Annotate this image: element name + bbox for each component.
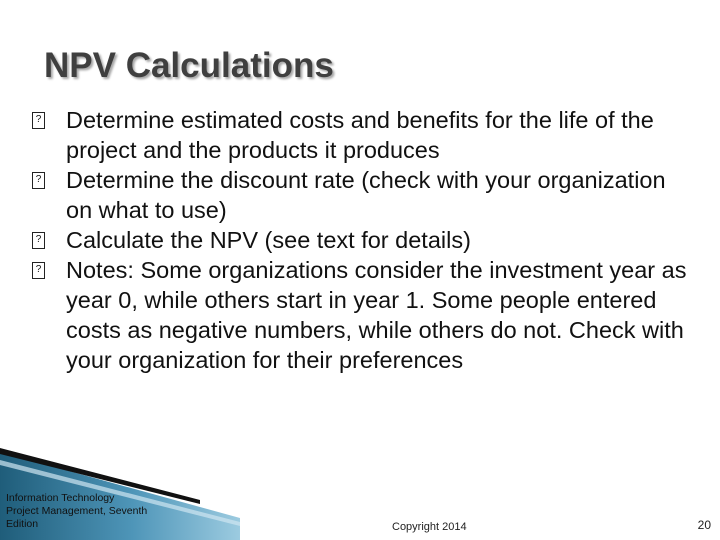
bullet-item — [32, 255, 697, 375]
bullet-text: Determine the discount rate (check with your organization on what to use) — [66, 167, 666, 223]
footer-book-line: Edition — [6, 518, 39, 530]
footer-book-title — [6, 492, 196, 531]
bullet-box-icon: ? — [32, 232, 45, 249]
bullet-item — [32, 105, 697, 165]
page-number: 20 — [697, 518, 711, 532]
bullet-item — [32, 165, 697, 225]
bullet-text: Notes: Some organizations consider the investment year as year 0, while others start in year 1. Some people entered costs as negative numbers, while others do not. Check with your organization for their preferences — [66, 257, 687, 373]
footer-copyright: Copyright 2014 — [392, 521, 467, 533]
bullet-text: Determine estimated costs and benefits for the life of the project and the products it produces — [66, 107, 654, 163]
bullet-box-icon: ? — [32, 262, 45, 279]
bullet-list — [32, 105, 697, 375]
footer-book-line: Project Management, Seventh — [6, 505, 148, 517]
footer-book-line: Information Technology — [6, 492, 115, 504]
bullet-item — [32, 225, 697, 255]
bullet-text: Calculate the NPV (see text for details) — [66, 227, 471, 253]
slide-title: NPV Calculations — [44, 46, 334, 85]
bullet-box-icon: ? — [32, 112, 45, 129]
bullet-box-icon: ? — [32, 172, 45, 189]
